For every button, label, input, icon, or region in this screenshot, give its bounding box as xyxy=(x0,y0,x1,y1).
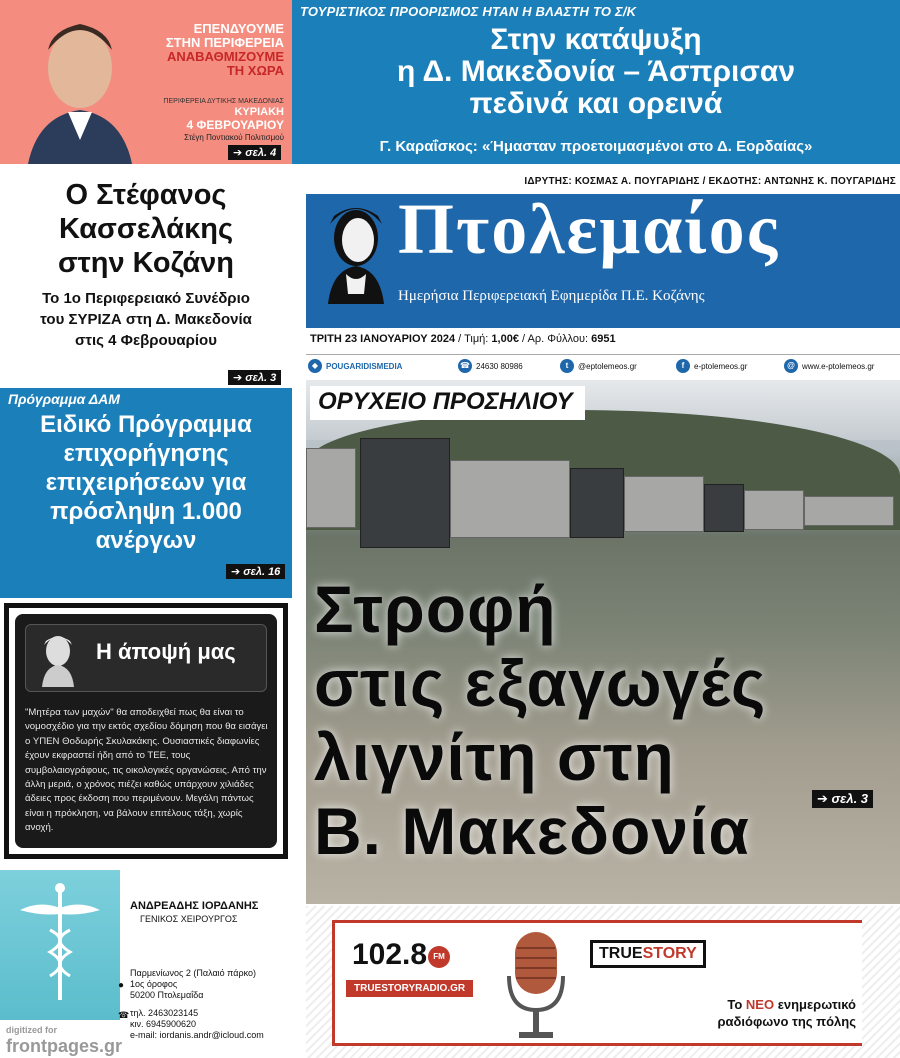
contact-website[interactable]: @ www.e-ptolemeos.gr xyxy=(784,359,874,373)
doctor-name: ΑΝΔΡΕΑΔΗΣ ΙΟΡΔΑΝΗΣ xyxy=(130,900,259,912)
editorial-body: "Μητέρα των μαχών" θα αποδειχθεί πως θα είναι το νομοσχέδιο για την εκτός σχεδίου δόμηση που θα εισάγει ο ΥΠΕΝ Θοδωρής Σκυλακάκης. Ουσιαστικές διαφωνίες έχουν εκφραστεί ήδη από το ΤΕΕ, τους συμβολαιογράφους, τις οικολογικές οργανώσεις. Από την άλλη μεριά, ο χρόνος πιέζει καθώς υπάρχουν χιλιάδες άδειες προς έκδοση που περιμένουν. Μεγάλη πάντως είναι η πρόκληση, να βάλουν επιτέλους τάξη, χωρίς ανοχή. xyxy=(25,707,268,834)
ptolemy-logo-icon xyxy=(316,194,396,304)
radio-brand-logo: TRUESTORY xyxy=(590,940,706,968)
doctor-specialty: ΓΕΝΙΚΟΣ ΧΕΙΡΟΥΡΓΟΣ xyxy=(140,914,238,924)
web-icon: @ xyxy=(784,359,798,373)
contact-facebook[interactable]: f e-ptolemeos.gr xyxy=(676,359,747,373)
lead-kicker: ΟΡΥΧΕΙΟ ΠΡΟΣΗΛΙΟΥ xyxy=(310,386,585,420)
radio-slogan: Το ΝΕΟ ενημερωτικό ραδιόφωνο της πόλης xyxy=(717,997,856,1029)
photo-truck xyxy=(704,484,744,532)
dam-kicker: Πρόγραμμα ΔΑΜ xyxy=(8,391,120,407)
promo-page-ref[interactable]: ➔ σελ. 4 xyxy=(228,145,281,160)
promo-day: ΚΥΡΙΑΚΗ xyxy=(234,106,284,118)
phone-icon: ☎ xyxy=(458,359,472,373)
event-promo[interactable] xyxy=(0,0,292,164)
founders-line: ΙΔΡΥΤΗΣ: ΚΟΣΜΑΣ Α. ΠΟΥΓΑΡΙΔΗΣ / ΕΚΔΟΤΗΣ: ΑΝΤΩΝΗΣ Κ. ΠΟΥΓΑΡΙΔΗΣ xyxy=(524,176,896,187)
contact-twitter[interactable]: t @eptolemeos.gr xyxy=(560,359,637,373)
photo-truck xyxy=(744,490,804,530)
kasselakis-summary: Το 1ο Περιφερειακό Συνέδριο του ΣΥΡΙΖΑ στη Δ. Μακεδονία στις 4 Φεβρουαρίου xyxy=(40,290,252,349)
banner-subheadline: Γ. Καραΐσκος: «Ήμασταν προετοιμασμένοι στο Δ. Εορδαίας» xyxy=(379,138,813,155)
promo-slogan: ΕΠΕΝΔΥΟΥΜΕ ΣΤΗΝ ΠΕΡΙΦΕΡΕΙΑ ΑΝΑΒΑΘΜΙΖΟΥΜΕ ΤΗ ΧΩΡΑ xyxy=(165,21,284,78)
portrait-photo xyxy=(18,0,143,164)
fm-badge: FM xyxy=(428,946,450,968)
lead-page-ref[interactable]: ➔ σελ. 3 xyxy=(812,790,873,808)
kasselakis-headline: Ο Στέφανος Κασσελάκης στην Κοζάνη xyxy=(57,179,235,279)
dam-program-story[interactable] xyxy=(0,388,292,598)
lead-headline: Στροφή στις εξαγωγές λιγνίτη στη Β. Μακεδονία xyxy=(314,572,767,868)
doctor-phones[interactable]: ☎ τηλ. 2463023145 κιν. 6945900620 e-mail: iordanis.andr@icloud.com xyxy=(118,1008,264,1040)
digitizer-watermark: digitized for frontpages.gr xyxy=(6,1025,123,1056)
facebook-icon: f xyxy=(676,359,690,373)
media-logo-icon: ◆ xyxy=(308,359,322,373)
microphone-icon xyxy=(501,926,571,1046)
radio-website[interactable]: TRUESTORYRADIO.GR xyxy=(346,980,473,997)
contact-bar xyxy=(306,354,900,376)
photo-truck xyxy=(804,496,894,526)
caduceus-icon xyxy=(0,870,120,1020)
photo-truck xyxy=(624,476,704,532)
newspaper-name: Πτολεμαίος xyxy=(398,189,780,269)
radio-frequency: 102.8 xyxy=(352,938,428,971)
banner-kicker: ΤΟΥΡΙΣΤΙΚΟΣ ΠΡΟΟΡΙΣΜΟΣ ΗΤΑΝ Η ΒΛΑΣΤΗ ΤΟ Σ/Κ xyxy=(300,4,637,19)
photo-truck xyxy=(450,460,570,538)
newspaper-tagline: Ημερήσια Περιφερειακή Εφημερίδα Π.Ε. Κοζάνης xyxy=(398,288,705,304)
banner-headline: Στην κατάψυξη η Δ. Μακεδονία – Άσπρισαν πεδινά και ορεινά xyxy=(396,23,796,120)
doctor-address: Παρμενίωνος 2 (Παλαιό πάρκο) ● 1ος όροφος 50200 Πτολεμαΐδα xyxy=(118,968,256,1000)
issue-dateline: ΤΡΙΤΗ 23 ΙΑΝΟΥΑΡΙΟΥ 2024 / Τιμή: 1,00€ / Αρ. Φύλλου: 6951 xyxy=(310,333,616,345)
kasselakis-story[interactable] xyxy=(0,170,292,388)
phone-icon: ☎ xyxy=(118,1010,130,1020)
ptolemy-bust-icon xyxy=(36,631,80,687)
editorial-title: Η άποψή μας xyxy=(96,639,236,664)
editorial-box xyxy=(4,603,288,859)
promo-date: 4 ΦΕΒΡΟΥΑΡΙΟΥ xyxy=(186,118,284,132)
dam-headline: Ειδικό Πρόγραμμα επιχορήγησης επιχειρήσεων για πρόσληψη 1.000 ανέργων xyxy=(40,411,252,554)
caduceus-logo xyxy=(0,870,120,1020)
location-pin-icon: ● xyxy=(118,980,125,991)
editorial-header xyxy=(25,624,267,692)
media-brand: ◆ POUGARIDISMEDIA xyxy=(308,359,402,373)
photo-truck xyxy=(570,468,624,538)
kasselakis-page-ref[interactable]: ➔ σελ. 3 xyxy=(228,370,281,385)
radio-ad[interactable] xyxy=(306,906,900,1058)
top-banner-story[interactable] xyxy=(292,0,900,164)
newspaper-masthead[interactable] xyxy=(306,189,900,328)
contact-phone[interactable]: ☎ 24630 80986 xyxy=(458,359,523,373)
promo-region: ΠΕΡΙΦΕΡΕΙΑ ΔΥΤΙΚΗΣ ΜΑΚΕΔΟΝΙΑΣ xyxy=(163,98,284,105)
photo-truck xyxy=(360,438,450,548)
dam-page-ref[interactable]: ➔ σελ. 16 xyxy=(226,564,285,579)
photo-truck xyxy=(306,448,356,528)
lead-story[interactable] xyxy=(306,380,900,904)
twitter-icon: t xyxy=(560,359,574,373)
promo-venue: Στέγη Ποντιακού Πολιτισμού xyxy=(184,133,284,142)
